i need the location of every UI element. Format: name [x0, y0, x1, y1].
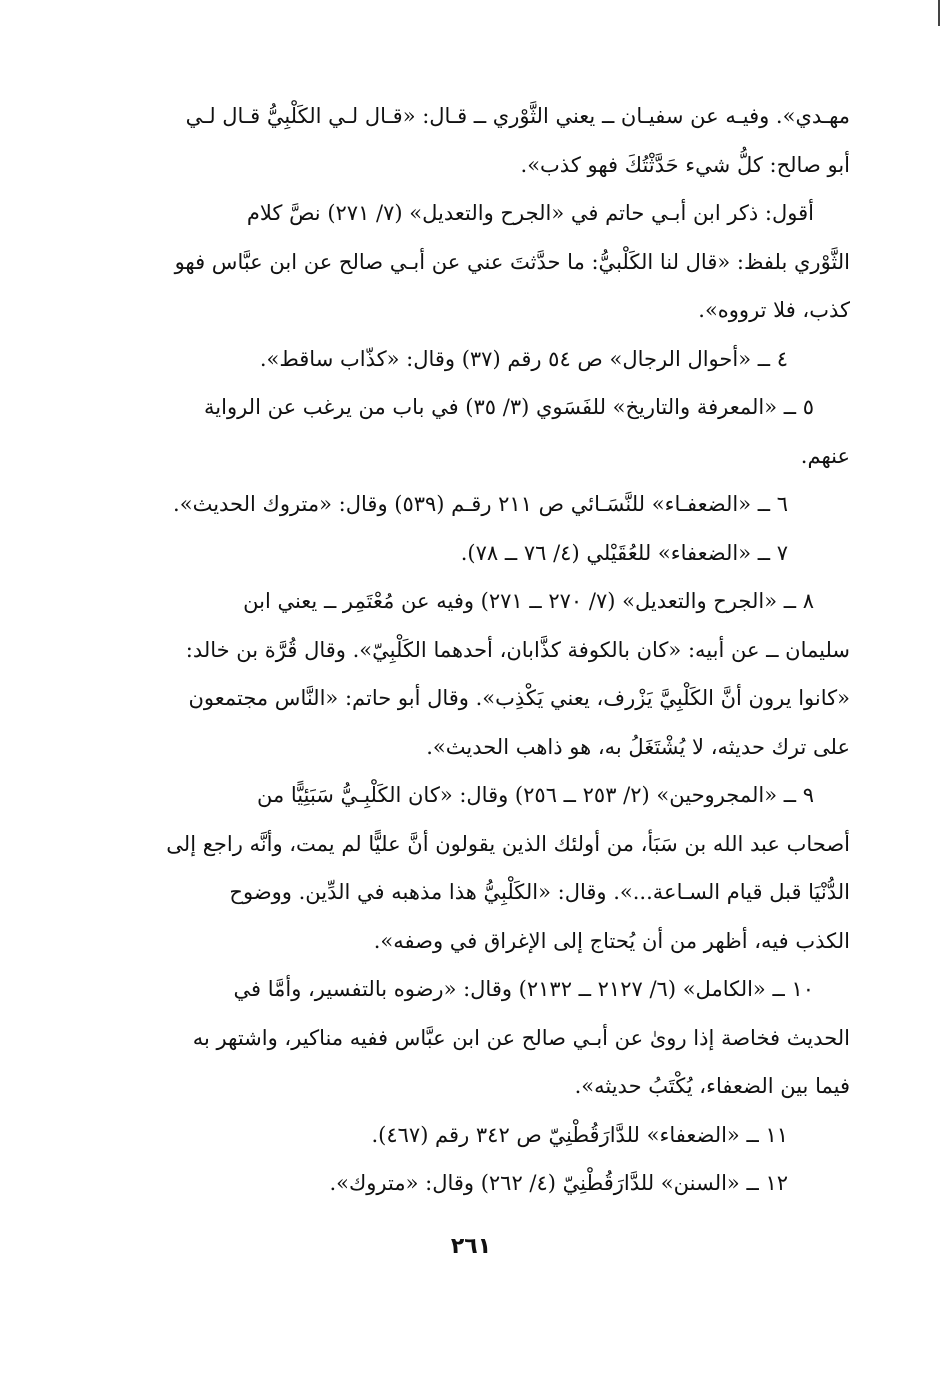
list-item: ٩ ــ «المجروحين» (٢/ ٢٥٣ ــ ٢٥٦) وقال: «كان الكَلْبِـيُّ سَبَئِيًّا من [256, 783, 814, 807]
text-line: الدُّنْيَا قبل قيام السـاعة...». وقال: «الكَلْبِيُّ هذا مذهبه في الدِّين. ووضوح [229, 880, 850, 904]
text-line: الحديث فخاصة إذا روىٰ عن أبـي صالح عن ابن عبَّاس ففيه مناكير، واشتهر به [192, 1025, 850, 1050]
text-line: عنهم. [800, 443, 850, 468]
text-line: مهـدي». وفيـه عن سفيـان ــ يعني الثَّوْري ــ قـال: «قـال لـي الكَلْبِيُّ قـال لـي [185, 104, 850, 128]
list-item: ٦ ــ «الضعفـاء» للنَّسَـائي ص ٢١١ رقـم (٥٣٩) وقال: «متروك الحديث». [173, 492, 788, 516]
list-item: ١٢ ــ «السنن» للدَّارَقُطْنِيّ (٤/ ٢٦٢) وقال: «متروك». [329, 1171, 788, 1195]
text-line: الثَّوْري بلفظ: «قال لنا الكَلْبيُّ: ما حدَّثتَ عني عن أبـي صالح عن ابن عبَّاس فهو [174, 249, 850, 274]
list-item: ٥ ــ «المعرفة والتاريخ» للفَسَوي (٣/ ٣٥) في باب من يرغب عن الرواية [204, 395, 814, 419]
list-item: ٧ ــ «الضعفاء» للعُقَيْلي (٤/ ٧٦ ــ ٧٨). [460, 540, 788, 565]
list-item: ١٠ ــ «الكامل» (٦/ ٢١٢٧ ــ ٢١٣٢) وقال: «رضوه بالتفسير، وأمَّا في [233, 977, 814, 1001]
text-line: على ترك حديثه، لا يُشْتَغَلُ به، هو ذاهب الحديث». [426, 734, 850, 759]
text-line: «كانوا يرون أنَّ الكَلْبِيَّ يَزْرف، يعني يَكْذِب». وقال أبو حاتم: «النَّاس مجتمعون [188, 686, 850, 710]
list-item: ١١ ــ «الضعفاء» للدَّارَقُطْنِيّ ص ٣٤٢ رقم (٤٦٧). [371, 1122, 788, 1147]
page-edge-mark [938, 0, 940, 26]
text-line: الكذب فيه، أظهر من أن يُحتاج إلى الإغراق في وصفه». [373, 928, 850, 953]
list-item: ٨ ــ «الجرح والتعديل» (٧/ ٢٧٠ ــ ٢٧١) وفيه عن مُعْتَمِر ــ يعني ابن [243, 589, 814, 613]
body-text [108, 92, 850, 1208]
text-line: أقول: ذكر ابن أبـي حاتم في «الجرح والتعديل» (٧/ ٢٧١) نصَّ كلام [246, 201, 814, 225]
text-line: سليمان ــ عن أبيه: «كان بالكوفة كذَّابان، أحدهما الكَلْبِيّ». وقال قُرَّة بن خالد: [185, 637, 850, 662]
text-line: أصحاب عبد الله بن سَبَأ، من أولئك الذين يقولون أنَّ عليًّا لم يمت، وأنَّه راجع إلى [166, 831, 850, 856]
page-number: ٢٦١ [450, 1234, 492, 1259]
text-line: كذب، فلا ترووه». [698, 298, 850, 322]
text-line: فيما بين الضعفاء، يُكْتَبُ حديثه». [574, 1074, 850, 1098]
list-item: ٤ ــ «أحوال الرجال» ص ٥٤ رقم (٣٧) وقال: «كذّاب ساقط». [259, 346, 788, 371]
text-line: أبو صالح: كلُّ شيء حَدَّثْتُكَ فهو كذب». [520, 152, 850, 177]
